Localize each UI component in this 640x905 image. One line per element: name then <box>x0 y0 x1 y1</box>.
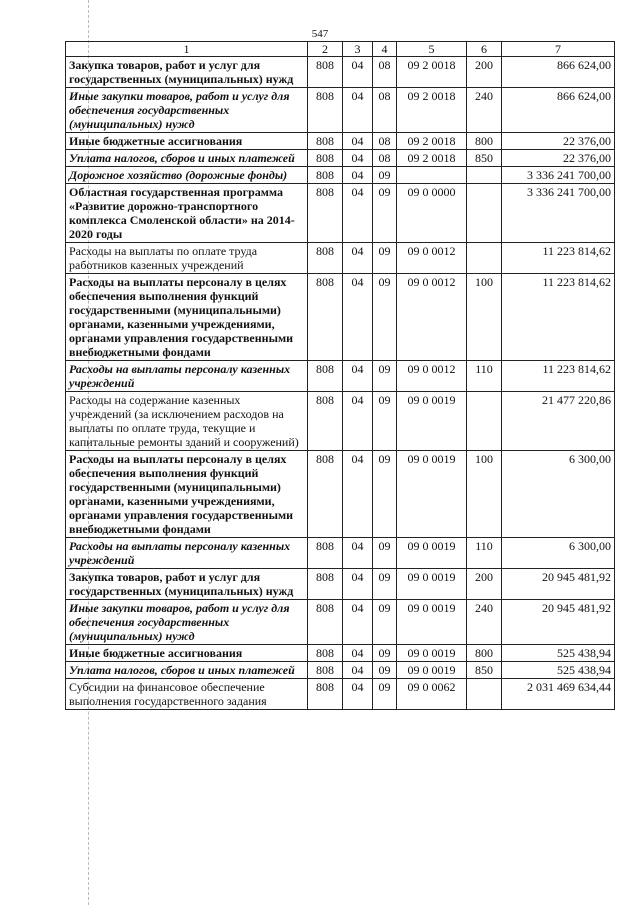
section-code-cell: 04 <box>343 569 373 600</box>
amount-cell: 3 336 241 700,00 <box>502 184 615 243</box>
header-cell: 1 <box>66 42 308 57</box>
expense-type-code-cell: 800 <box>467 645 502 662</box>
table-row <box>66 451 615 538</box>
amount-cell: 11 223 814,62 <box>502 361 615 392</box>
expense-type-code-cell: 110 <box>467 538 502 569</box>
table-row <box>66 569 615 600</box>
table-row <box>66 274 615 361</box>
table-header <box>66 42 615 57</box>
row-name-cell: Расходы на выплаты по оплате труда работников казенных учреждений <box>66 243 308 274</box>
table-row <box>66 645 615 662</box>
table-row <box>66 662 615 679</box>
subsection-code-cell: 09 <box>373 274 397 361</box>
header-cell: 5 <box>397 42 467 57</box>
ministry-code-cell: 808 <box>308 133 343 150</box>
amount-cell: 3 336 241 700,00 <box>502 167 615 184</box>
amount-cell: 2 031 469 634,44 <box>502 679 615 710</box>
row-name-cell: Иные закупки товаров, работ и услуг для обеспечения государственных (муниципальных) нужд <box>66 600 308 645</box>
target-article-code-cell: 09 0 0012 <box>397 243 467 274</box>
expense-type-code-cell: 240 <box>467 88 502 133</box>
ministry-code-cell: 808 <box>308 184 343 243</box>
ministry-code-cell: 808 <box>308 88 343 133</box>
target-article-code-cell: 09 0 0062 <box>397 679 467 710</box>
target-article-code-cell: 09 0 0000 <box>397 184 467 243</box>
table-row <box>66 133 615 150</box>
target-article-code-cell: 09 0 0019 <box>397 392 467 451</box>
subsection-code-cell: 09 <box>373 679 397 710</box>
table-row <box>66 57 615 88</box>
ministry-code-cell: 808 <box>308 392 343 451</box>
target-article-code-cell: 09 0 0019 <box>397 538 467 569</box>
table-body <box>66 57 615 710</box>
table-row <box>66 184 615 243</box>
row-name-cell: Расходы на выплаты персоналу в целях обеспечения выполнения функций государственными (муниципальными) органами, казенными учреждениями, органами управления государственными внебюджетными фондами <box>66 451 308 538</box>
target-article-code-cell: 09 0 0019 <box>397 569 467 600</box>
ministry-code-cell: 808 <box>308 57 343 88</box>
section-code-cell: 04 <box>343 243 373 274</box>
ministry-code-cell: 808 <box>308 662 343 679</box>
header-cell: 6 <box>467 42 502 57</box>
subsection-code-cell: 08 <box>373 150 397 167</box>
table-row <box>66 361 615 392</box>
row-name-cell: Уплата налогов, сборов и иных платежей <box>66 150 308 167</box>
target-article-code-cell: 09 0 0019 <box>397 645 467 662</box>
section-code-cell: 04 <box>343 645 373 662</box>
table-row <box>66 538 615 569</box>
ministry-code-cell: 808 <box>308 538 343 569</box>
header-cell: 3 <box>343 42 373 57</box>
target-article-code-cell: 09 0 0019 <box>397 600 467 645</box>
row-name-cell: Расходы на выплаты персоналу казенных учреждений <box>66 538 308 569</box>
ministry-code-cell: 808 <box>308 167 343 184</box>
expense-type-code-cell: 200 <box>467 57 502 88</box>
subsection-code-cell: 09 <box>373 243 397 274</box>
ministry-code-cell: 808 <box>308 679 343 710</box>
table-row <box>66 243 615 274</box>
subsection-code-cell: 09 <box>373 361 397 392</box>
target-article-code-cell: 09 0 0012 <box>397 361 467 392</box>
section-code-cell: 04 <box>343 662 373 679</box>
header-cell: 7 <box>502 42 615 57</box>
amount-cell: 6 300,00 <box>502 538 615 569</box>
ministry-code-cell: 808 <box>308 361 343 392</box>
row-name-cell: Иные бюджетные ассигнования <box>66 133 308 150</box>
amount-cell: 20 945 481,92 <box>502 600 615 645</box>
row-name-cell: Расходы на выплаты персоналу в целях обеспечения выполнения функций государственными (муниципальными) органами, казенными учреждениями, органами управления государственными внебюджетными фондами <box>66 274 308 361</box>
subsection-code-cell: 09 <box>373 600 397 645</box>
section-code-cell: 04 <box>343 88 373 133</box>
expense-type-code-cell <box>467 679 502 710</box>
subsection-code-cell: 09 <box>373 451 397 538</box>
amount-cell: 22 376,00 <box>502 150 615 167</box>
row-name-cell: Расходы на содержание казенных учреждений (за исключением расходов на выплаты по оплате труда, текущие и капитальные ремонты зданий и сооружений) <box>66 392 308 451</box>
target-article-code-cell: 09 2 0018 <box>397 88 467 133</box>
target-article-code-cell <box>397 167 467 184</box>
section-code-cell: 04 <box>343 150 373 167</box>
row-name-cell: Иные закупки товаров, работ и услуг для обеспечения государственных (муниципальных) нужд <box>66 88 308 133</box>
section-code-cell: 04 <box>343 167 373 184</box>
table-row <box>66 392 615 451</box>
expense-type-code-cell <box>467 392 502 451</box>
subsection-code-cell: 08 <box>373 88 397 133</box>
amount-cell: 525 438,94 <box>502 645 615 662</box>
expense-type-code-cell: 100 <box>467 451 502 538</box>
target-article-code-cell: 09 0 0019 <box>397 662 467 679</box>
expense-type-code-cell <box>467 167 502 184</box>
subsection-code-cell: 09 <box>373 392 397 451</box>
section-code-cell: 04 <box>343 133 373 150</box>
table-row <box>66 167 615 184</box>
amount-cell: 20 945 481,92 <box>502 569 615 600</box>
amount-cell: 866 624,00 <box>502 57 615 88</box>
expense-type-code-cell: 100 <box>467 274 502 361</box>
section-code-cell: 04 <box>343 57 373 88</box>
amount-cell: 866 624,00 <box>502 88 615 133</box>
target-article-code-cell: 09 2 0018 <box>397 57 467 88</box>
header-row <box>66 42 615 57</box>
page-number: 547 <box>311 28 329 40</box>
section-code-cell: 04 <box>343 361 373 392</box>
header-cell: 4 <box>373 42 397 57</box>
amount-cell: 21 477 220,86 <box>502 392 615 451</box>
ministry-code-cell: 808 <box>308 243 343 274</box>
section-code-cell: 04 <box>343 392 373 451</box>
target-article-code-cell: 09 2 0018 <box>397 133 467 150</box>
section-code-cell: 04 <box>343 184 373 243</box>
table-row <box>66 679 615 710</box>
row-name-cell: Дорожное хозяйство (дорожные фонды) <box>66 167 308 184</box>
amount-cell: 525 438,94 <box>502 662 615 679</box>
amount-cell: 11 223 814,62 <box>502 274 615 361</box>
ministry-code-cell: 808 <box>308 150 343 167</box>
ministry-code-cell: 808 <box>308 569 343 600</box>
section-code-cell: 04 <box>343 679 373 710</box>
subsection-code-cell: 09 <box>373 167 397 184</box>
header-cell: 2 <box>308 42 343 57</box>
section-code-cell: 04 <box>343 451 373 538</box>
ministry-code-cell: 808 <box>308 274 343 361</box>
row-name-cell: Областная государственная программа «Развитие дорожно-транспортного комплекса Смоленской области» на 2014-2020 годы <box>66 184 308 243</box>
expense-type-code-cell: 240 <box>467 600 502 645</box>
subsection-code-cell: 09 <box>373 645 397 662</box>
expense-type-code-cell: 110 <box>467 361 502 392</box>
ministry-code-cell: 808 <box>308 600 343 645</box>
target-article-code-cell: 09 2 0018 <box>397 150 467 167</box>
subsection-code-cell: 09 <box>373 184 397 243</box>
expense-type-code-cell: 850 <box>467 662 502 679</box>
row-name-cell: Уплата налогов, сборов и иных платежей <box>66 662 308 679</box>
amount-cell: 22 376,00 <box>502 133 615 150</box>
target-article-code-cell: 09 0 0012 <box>397 274 467 361</box>
subsection-code-cell: 08 <box>373 57 397 88</box>
row-name-cell: Субсидии на финансовое обеспечение выполнения государственного задания <box>66 679 308 710</box>
ministry-code-cell: 808 <box>308 451 343 538</box>
amount-cell: 6 300,00 <box>502 451 615 538</box>
expense-type-code-cell: 850 <box>467 150 502 167</box>
row-name-cell: Закупка товаров, работ и услуг для государственных (муниципальных) нужд <box>66 57 308 88</box>
subsection-code-cell: 09 <box>373 662 397 679</box>
section-code-cell: 04 <box>343 274 373 361</box>
expense-type-code-cell <box>467 243 502 274</box>
section-code-cell: 04 <box>343 538 373 569</box>
expense-type-code-cell <box>467 184 502 243</box>
table-row <box>66 88 615 133</box>
ministry-code-cell: 808 <box>308 645 343 662</box>
row-name-cell: Закупка товаров, работ и услуг для государственных (муниципальных) нужд <box>66 569 308 600</box>
target-article-code-cell: 09 0 0019 <box>397 451 467 538</box>
table-row <box>66 150 615 167</box>
subsection-code-cell: 08 <box>373 133 397 150</box>
subsection-code-cell: 09 <box>373 569 397 600</box>
expense-type-code-cell: 800 <box>467 133 502 150</box>
row-name-cell: Иные бюджетные ассигнования <box>66 645 308 662</box>
row-name-cell: Расходы на выплаты персоналу казенных учреждений <box>66 361 308 392</box>
budget-table <box>65 41 615 710</box>
subsection-code-cell: 09 <box>373 538 397 569</box>
amount-cell: 11 223 814,62 <box>502 243 615 274</box>
table-row <box>66 600 615 645</box>
expense-type-code-cell: 200 <box>467 569 502 600</box>
section-code-cell: 04 <box>343 600 373 645</box>
